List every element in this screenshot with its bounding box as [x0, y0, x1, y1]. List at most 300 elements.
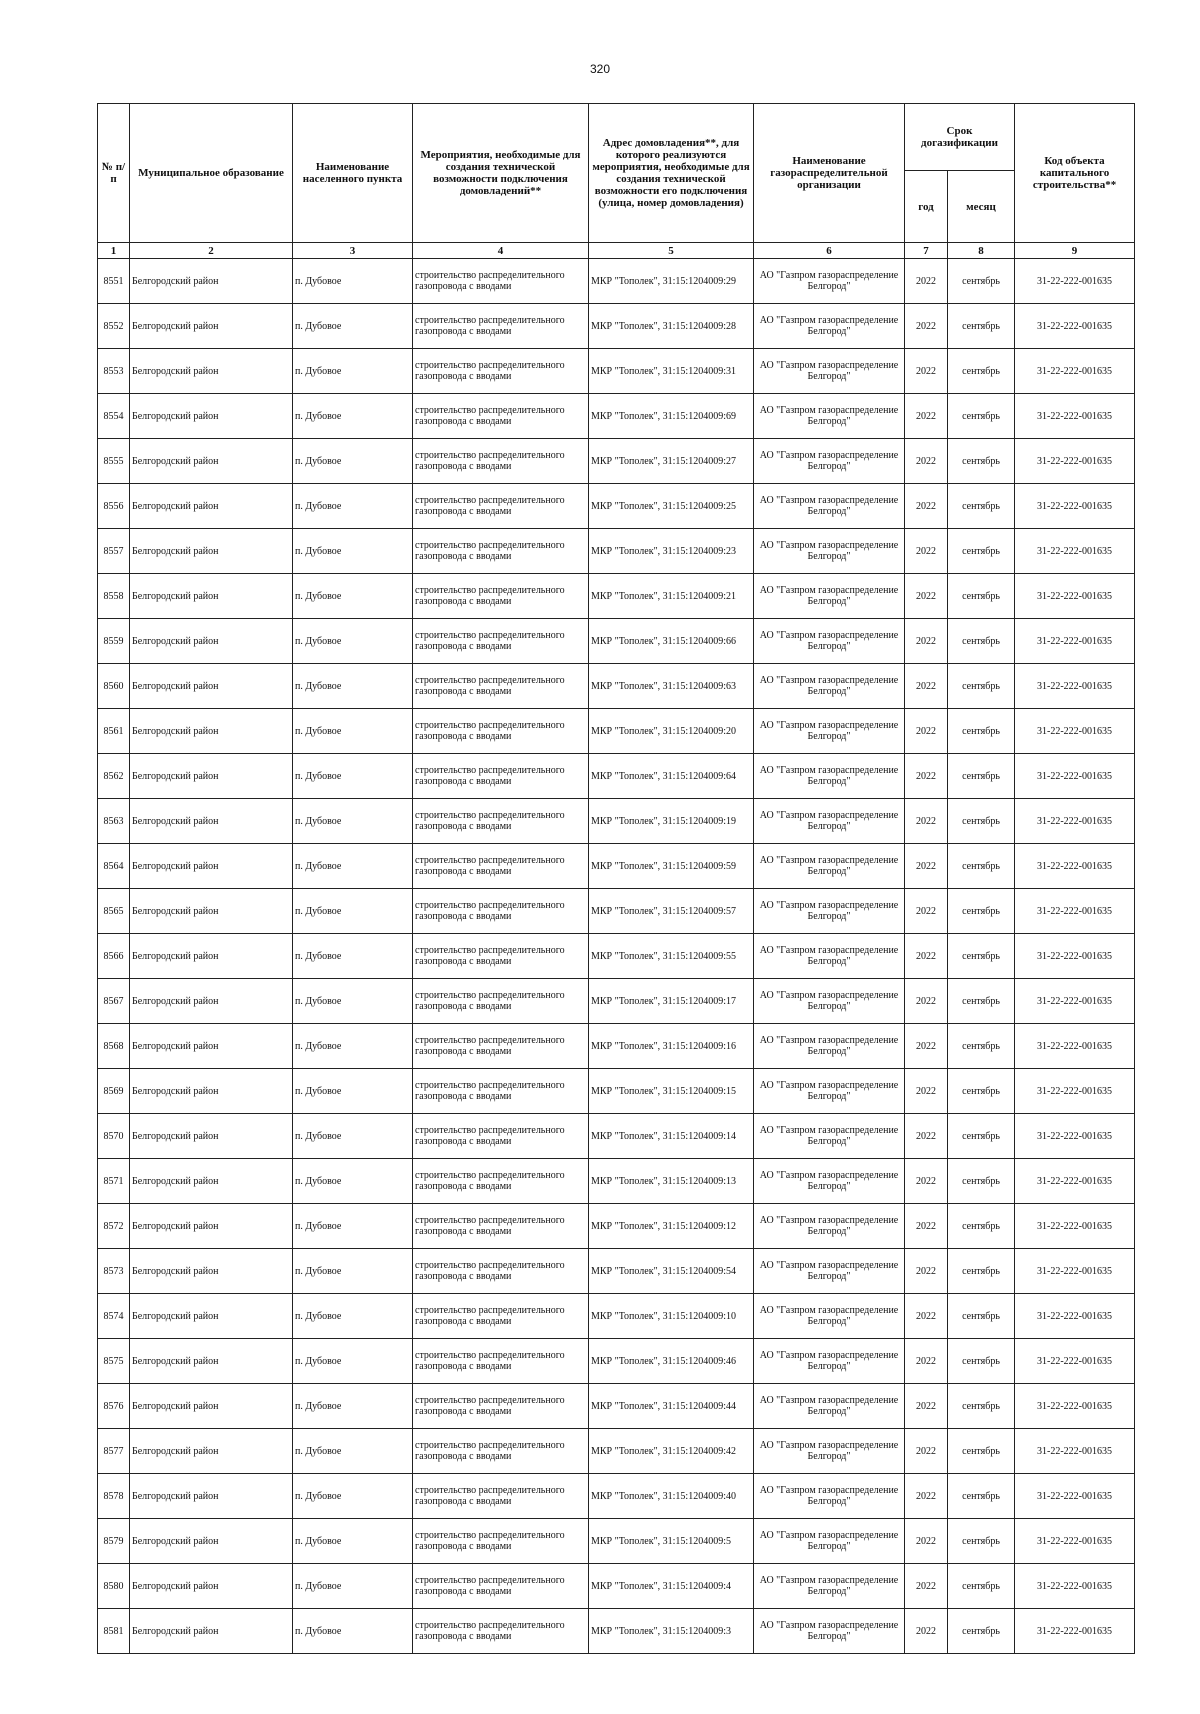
row-number: 8562 — [98, 754, 130, 799]
activity-cell: строительство распределительного газопровода с вводами — [413, 934, 589, 979]
address-cell: МКР "Тополек", 31:15:1204009:46 — [589, 1339, 754, 1384]
object-code-cell: 31-22-222-001635 — [1015, 349, 1135, 394]
municipality-cell: Белгородский район — [130, 1204, 293, 1249]
row-number: 8580 — [98, 1564, 130, 1609]
table-row — [98, 619, 1135, 664]
address-cell: МКР "Тополек", 31:15:1204009:17 — [589, 979, 754, 1024]
activity-cell: строительство распределительного газопровода с вводами — [413, 1114, 589, 1159]
table-row — [98, 1294, 1135, 1339]
activity-cell: строительство распределительного газопровода с вводами — [413, 979, 589, 1024]
year-cell: 2022 — [905, 1609, 948, 1654]
table-row — [98, 934, 1135, 979]
activity-cell: строительство распределительного газопровода с вводами — [413, 574, 589, 619]
address-cell: МКР "Тополек", 31:15:1204009:44 — [589, 1384, 754, 1429]
column-number: 5 — [589, 243, 754, 259]
object-code-cell: 31-22-222-001635 — [1015, 664, 1135, 709]
organization-cell: АО "Газпром газораспределение Белгород" — [754, 484, 905, 529]
settlement-cell: п. Дубовое — [293, 304, 413, 349]
year-cell: 2022 — [905, 844, 948, 889]
settlement-cell: п. Дубовое — [293, 754, 413, 799]
row-number: 8581 — [98, 1609, 130, 1654]
organization-cell: АО "Газпром газораспределение Белгород" — [754, 889, 905, 934]
address-cell: МКР "Тополек", 31:15:1204009:15 — [589, 1069, 754, 1114]
organization-cell: АО "Газпром газораспределение Белгород" — [754, 1474, 905, 1519]
settlement-cell: п. Дубовое — [293, 349, 413, 394]
year-cell: 2022 — [905, 439, 948, 484]
organization-cell: АО "Газпром газораспределение Белгород" — [754, 1339, 905, 1384]
row-number: 8569 — [98, 1069, 130, 1114]
table-row — [98, 709, 1135, 754]
row-number: 8567 — [98, 979, 130, 1024]
settlement-cell: п. Дубовое — [293, 934, 413, 979]
organization-cell: АО "Газпром газораспределение Белгород" — [754, 1024, 905, 1069]
object-code-cell: 31-22-222-001635 — [1015, 529, 1135, 574]
header-municipality: Муниципальное образование — [130, 104, 293, 243]
organization-cell: АО "Газпром газораспределение Белгород" — [754, 1429, 905, 1474]
organization-cell: АО "Газпром газораспределение Белгород" — [754, 1159, 905, 1204]
organization-cell: АО "Газпром газораспределение Белгород" — [754, 529, 905, 574]
table-row — [98, 1384, 1135, 1429]
month-cell: сентябрь — [948, 1429, 1015, 1474]
settlement-cell: п. Дубовое — [293, 394, 413, 439]
activity-cell: строительство распределительного газопровода с вводами — [413, 529, 589, 574]
municipality-cell: Белгородский район — [130, 1474, 293, 1519]
month-cell: сентябрь — [948, 1024, 1015, 1069]
organization-cell: АО "Газпром газораспределение Белгород" — [754, 1384, 905, 1429]
organization-cell: АО "Газпром газораспределение Белгород" — [754, 619, 905, 664]
activity-cell: строительство распределительного газопровода с вводами — [413, 619, 589, 664]
organization-cell: АО "Газпром газораспределение Белгород" — [754, 259, 905, 304]
address-cell: МКР "Тополек", 31:15:1204009:57 — [589, 889, 754, 934]
municipality-cell: Белгородский район — [130, 1069, 293, 1114]
table-row — [98, 664, 1135, 709]
month-cell: сентябрь — [948, 1114, 1015, 1159]
object-code-cell: 31-22-222-001635 — [1015, 709, 1135, 754]
object-code-cell: 31-22-222-001635 — [1015, 1564, 1135, 1609]
object-code-cell: 31-22-222-001635 — [1015, 619, 1135, 664]
column-number: 8 — [948, 243, 1015, 259]
row-number: 8576 — [98, 1384, 130, 1429]
column-number-row — [98, 243, 1135, 259]
object-code-cell: 31-22-222-001635 — [1015, 1474, 1135, 1519]
table-row — [98, 1204, 1135, 1249]
object-code-cell: 31-22-222-001635 — [1015, 394, 1135, 439]
settlement-cell: п. Дубовое — [293, 1609, 413, 1654]
year-cell: 2022 — [905, 1519, 948, 1564]
organization-cell: АО "Газпром газораспределение Белгород" — [754, 1294, 905, 1339]
row-number: 8556 — [98, 484, 130, 529]
organization-cell: АО "Газпром газораспределение Белгород" — [754, 1114, 905, 1159]
settlement-cell: п. Дубовое — [293, 1294, 413, 1339]
object-code-cell: 31-22-222-001635 — [1015, 799, 1135, 844]
settlement-cell: п. Дубовое — [293, 1204, 413, 1249]
month-cell: сентябрь — [948, 1204, 1015, 1249]
month-cell: сентябрь — [948, 664, 1015, 709]
municipality-cell: Белгородский район — [130, 754, 293, 799]
row-number: 8579 — [98, 1519, 130, 1564]
settlement-cell: п. Дубовое — [293, 1564, 413, 1609]
row-number: 8558 — [98, 574, 130, 619]
municipality-cell: Белгородский район — [130, 1429, 293, 1474]
year-cell: 2022 — [905, 1294, 948, 1339]
gasification-table — [97, 103, 1135, 1654]
municipality-cell: Белгородский район — [130, 1024, 293, 1069]
activity-cell: строительство распределительного газопровода с вводами — [413, 439, 589, 484]
address-cell: МКР "Тополек", 31:15:1204009:12 — [589, 1204, 754, 1249]
activity-cell: строительство распределительного газопровода с вводами — [413, 349, 589, 394]
organization-cell: АО "Газпром газораспределение Белгород" — [754, 979, 905, 1024]
month-cell: сентябрь — [948, 1384, 1015, 1429]
municipality-cell: Белгородский район — [130, 934, 293, 979]
object-code-cell: 31-22-222-001635 — [1015, 1294, 1135, 1339]
year-cell: 2022 — [905, 1159, 948, 1204]
month-cell: сентябрь — [948, 1069, 1015, 1114]
address-cell: МКР "Тополек", 31:15:1204009:19 — [589, 799, 754, 844]
year-cell: 2022 — [905, 1474, 948, 1519]
organization-cell: АО "Газпром газораспределение Белгород" — [754, 394, 905, 439]
settlement-cell: п. Дубовое — [293, 1249, 413, 1294]
row-number: 8568 — [98, 1024, 130, 1069]
year-cell: 2022 — [905, 1069, 948, 1114]
row-number: 8561 — [98, 709, 130, 754]
settlement-cell: п. Дубовое — [293, 979, 413, 1024]
year-cell: 2022 — [905, 1339, 948, 1384]
municipality-cell: Белгородский район — [130, 664, 293, 709]
month-cell: сентябрь — [948, 844, 1015, 889]
month-cell: сентябрь — [948, 394, 1015, 439]
year-cell: 2022 — [905, 1204, 948, 1249]
month-cell: сентябрь — [948, 754, 1015, 799]
table-row — [98, 1024, 1135, 1069]
column-number: 2 — [130, 243, 293, 259]
activity-cell: строительство распределительного газопровода с вводами — [413, 709, 589, 754]
address-cell: МКР "Тополек", 31:15:1204009:5 — [589, 1519, 754, 1564]
municipality-cell: Белгородский район — [130, 1159, 293, 1204]
organization-cell: АО "Газпром газораспределение Белгород" — [754, 844, 905, 889]
table-row — [98, 1114, 1135, 1159]
row-number: 8570 — [98, 1114, 130, 1159]
month-cell: сентябрь — [948, 1339, 1015, 1384]
header-month: месяц — [948, 171, 1015, 243]
settlement-cell: п. Дубовое — [293, 1519, 413, 1564]
column-number: 1 — [98, 243, 130, 259]
header-year: год — [905, 171, 948, 243]
organization-cell: АО "Газпром газораспределение Белгород" — [754, 1564, 905, 1609]
activity-cell: строительство распределительного газопровода с вводами — [413, 1339, 589, 1384]
organization-cell: АО "Газпром газораспределение Белгород" — [754, 664, 905, 709]
year-cell: 2022 — [905, 1024, 948, 1069]
table-row — [98, 1339, 1135, 1384]
year-cell: 2022 — [905, 1249, 948, 1294]
object-code-cell: 31-22-222-001635 — [1015, 1024, 1135, 1069]
municipality-cell: Белгородский район — [130, 1609, 293, 1654]
object-code-cell: 31-22-222-001635 — [1015, 484, 1135, 529]
object-code-cell: 31-22-222-001635 — [1015, 439, 1135, 484]
settlement-cell: п. Дубовое — [293, 1384, 413, 1429]
address-cell: МКР "Тополек", 31:15:1204009:54 — [589, 1249, 754, 1294]
address-cell: МКР "Тополек", 31:15:1204009:27 — [589, 439, 754, 484]
month-cell: сентябрь — [948, 259, 1015, 304]
table-row — [98, 1249, 1135, 1294]
header-address: Адрес домовладения**, для которого реализуются мероприятия, необходимые для создания технической возможности его подключения (улица, номер домовладения) — [589, 104, 754, 243]
settlement-cell: п. Дубовое — [293, 574, 413, 619]
settlement-cell: п. Дубовое — [293, 1474, 413, 1519]
month-cell: сентябрь — [948, 709, 1015, 754]
municipality-cell: Белгородский район — [130, 574, 293, 619]
organization-cell: АО "Газпром газораспределение Белгород" — [754, 1204, 905, 1249]
object-code-cell: 31-22-222-001635 — [1015, 1069, 1135, 1114]
address-cell: МКР "Тополек", 31:15:1204009:10 — [589, 1294, 754, 1339]
address-cell: МКР "Тополек", 31:15:1204009:13 — [589, 1159, 754, 1204]
address-cell: МКР "Тополек", 31:15:1204009:59 — [589, 844, 754, 889]
year-cell: 2022 — [905, 754, 948, 799]
table-row — [98, 1474, 1135, 1519]
row-number: 8564 — [98, 844, 130, 889]
header-deadline: Срок догазификации — [905, 104, 1015, 171]
object-code-cell: 31-22-222-001635 — [1015, 1609, 1135, 1654]
activity-cell: строительство распределительного газопровода с вводами — [413, 1024, 589, 1069]
year-cell: 2022 — [905, 979, 948, 1024]
year-cell: 2022 — [905, 619, 948, 664]
settlement-cell: п. Дубовое — [293, 529, 413, 574]
activity-cell: строительство распределительного газопровода с вводами — [413, 1564, 589, 1609]
column-number: 3 — [293, 243, 413, 259]
activity-cell: строительство распределительного газопровода с вводами — [413, 1159, 589, 1204]
month-cell: сентябрь — [948, 304, 1015, 349]
address-cell: МКР "Тополек", 31:15:1204009:14 — [589, 1114, 754, 1159]
year-cell: 2022 — [905, 1384, 948, 1429]
row-number: 8574 — [98, 1294, 130, 1339]
municipality-cell: Белгородский район — [130, 349, 293, 394]
row-number: 8565 — [98, 889, 130, 934]
month-cell: сентябрь — [948, 574, 1015, 619]
municipality-cell: Белгородский район — [130, 1249, 293, 1294]
settlement-cell: п. Дубовое — [293, 484, 413, 529]
municipality-cell: Белгородский район — [130, 304, 293, 349]
activity-cell: строительство распределительного газопровода с вводами — [413, 1249, 589, 1294]
month-cell: сентябрь — [948, 1609, 1015, 1654]
header-number: № п/п — [98, 104, 130, 243]
organization-cell: АО "Газпром газораспределение Белгород" — [754, 574, 905, 619]
year-cell: 2022 — [905, 484, 948, 529]
column-number: 7 — [905, 243, 948, 259]
table-row — [98, 799, 1135, 844]
row-number: 8555 — [98, 439, 130, 484]
address-cell: МКР "Тополек", 31:15:1204009:29 — [589, 259, 754, 304]
row-number: 8553 — [98, 349, 130, 394]
table-body — [98, 259, 1135, 1654]
header-activities: Мероприятия, необходимые для создания технической возможности подключения домовладений** — [413, 104, 589, 243]
municipality-cell: Белгородский район — [130, 1339, 293, 1384]
row-number: 8571 — [98, 1159, 130, 1204]
activity-cell: строительство распределительного газопровода с вводами — [413, 259, 589, 304]
municipality-cell: Белгородский район — [130, 1564, 293, 1609]
column-number: 4 — [413, 243, 589, 259]
address-cell: МКР "Тополек", 31:15:1204009:31 — [589, 349, 754, 394]
month-cell: сентябрь — [948, 934, 1015, 979]
organization-cell: АО "Газпром газораспределение Белгород" — [754, 349, 905, 394]
activity-cell: строительство распределительного газопровода с вводами — [413, 304, 589, 349]
year-cell: 2022 — [905, 1564, 948, 1609]
municipality-cell: Белгородский район — [130, 799, 293, 844]
municipality-cell: Белгородский район — [130, 1519, 293, 1564]
year-cell: 2022 — [905, 259, 948, 304]
activity-cell: строительство распределительного газопровода с вводами — [413, 1294, 589, 1339]
address-cell: МКР "Тополек", 31:15:1204009:21 — [589, 574, 754, 619]
settlement-cell: п. Дубовое — [293, 1429, 413, 1474]
row-number: 8552 — [98, 304, 130, 349]
month-cell: сентябрь — [948, 1159, 1015, 1204]
month-cell: сентябрь — [948, 1294, 1015, 1339]
activity-cell: строительство распределительного газопровода с вводами — [413, 1474, 589, 1519]
organization-cell: АО "Газпром газораспределение Белгород" — [754, 439, 905, 484]
municipality-cell: Белгородский район — [130, 484, 293, 529]
object-code-cell: 31-22-222-001635 — [1015, 1204, 1135, 1249]
object-code-cell: 31-22-222-001635 — [1015, 754, 1135, 799]
object-code-cell: 31-22-222-001635 — [1015, 1159, 1135, 1204]
settlement-cell: п. Дубовое — [293, 1339, 413, 1384]
month-cell: сентябрь — [948, 979, 1015, 1024]
table-row — [98, 1609, 1135, 1654]
object-code-cell: 31-22-222-001635 — [1015, 1384, 1135, 1429]
address-cell: МКР "Тополек", 31:15:1204009:16 — [589, 1024, 754, 1069]
settlement-cell: п. Дубовое — [293, 1024, 413, 1069]
address-cell: МКР "Тополек", 31:15:1204009:40 — [589, 1474, 754, 1519]
table-row — [98, 754, 1135, 799]
page-number: 320 — [589, 62, 611, 76]
settlement-cell: п. Дубовое — [293, 799, 413, 844]
row-number: 8560 — [98, 664, 130, 709]
year-cell: 2022 — [905, 709, 948, 754]
header-object-code: Код объекта капитального строительства** — [1015, 104, 1135, 243]
month-cell: сентябрь — [948, 1474, 1015, 1519]
organization-cell: АО "Газпром газораспределение Белгород" — [754, 709, 905, 754]
month-cell: сентябрь — [948, 619, 1015, 664]
month-cell: сентябрь — [948, 799, 1015, 844]
table-row — [98, 394, 1135, 439]
year-cell: 2022 — [905, 934, 948, 979]
address-cell: МКР "Тополек", 31:15:1204009:4 — [589, 1564, 754, 1609]
activity-cell: строительство распределительного газопровода с вводами — [413, 1429, 589, 1474]
table-header — [98, 104, 1135, 259]
table-row — [98, 439, 1135, 484]
organization-cell: АО "Газпром газораспределение Белгород" — [754, 934, 905, 979]
settlement-cell: п. Дубовое — [293, 664, 413, 709]
row-number: 8577 — [98, 1429, 130, 1474]
municipality-cell: Белгородский район — [130, 394, 293, 439]
municipality-cell: Белгородский район — [130, 439, 293, 484]
address-cell: МКР "Тополек", 31:15:1204009:42 — [589, 1429, 754, 1474]
row-number: 8563 — [98, 799, 130, 844]
municipality-cell: Белгородский район — [130, 619, 293, 664]
month-cell: сентябрь — [948, 1249, 1015, 1294]
municipality-cell: Белгородский район — [130, 259, 293, 304]
activity-cell: строительство распределительного газопровода с вводами — [413, 754, 589, 799]
address-cell: МКР "Тополек", 31:15:1204009:66 — [589, 619, 754, 664]
row-number: 8557 — [98, 529, 130, 574]
organization-cell: АО "Газпром газораспределение Белгород" — [754, 1519, 905, 1564]
organization-cell: АО "Газпром газораспределение Белгород" — [754, 799, 905, 844]
settlement-cell: п. Дубовое — [293, 844, 413, 889]
activity-cell: строительство распределительного газопровода с вводами — [413, 799, 589, 844]
organization-cell: АО "Газпром газораспределение Белгород" — [754, 1069, 905, 1114]
activity-cell: строительство распределительного газопровода с вводами — [413, 664, 589, 709]
settlement-cell: п. Дубовое — [293, 1114, 413, 1159]
month-cell: сентябрь — [948, 349, 1015, 394]
object-code-cell: 31-22-222-001635 — [1015, 889, 1135, 934]
municipality-cell: Белгородский район — [130, 844, 293, 889]
table-row — [98, 1429, 1135, 1474]
address-cell: МКР "Тополек", 31:15:1204009:28 — [589, 304, 754, 349]
activity-cell: строительство распределительного газопровода с вводами — [413, 1384, 589, 1429]
activity-cell: строительство распределительного газопровода с вводами — [413, 889, 589, 934]
activity-cell: строительство распределительного газопровода с вводами — [413, 1204, 589, 1249]
table-row — [98, 1159, 1135, 1204]
object-code-cell: 31-22-222-001635 — [1015, 1519, 1135, 1564]
table-row — [98, 574, 1135, 619]
year-cell: 2022 — [905, 664, 948, 709]
object-code-cell: 31-22-222-001635 — [1015, 259, 1135, 304]
table-row — [98, 529, 1135, 574]
table-row — [98, 844, 1135, 889]
settlement-cell: п. Дубовое — [293, 259, 413, 304]
object-code-cell: 31-22-222-001635 — [1015, 934, 1135, 979]
month-cell: сентябрь — [948, 439, 1015, 484]
year-cell: 2022 — [905, 799, 948, 844]
row-number: 8572 — [98, 1204, 130, 1249]
table-row — [98, 979, 1135, 1024]
settlement-cell: п. Дубовое — [293, 1069, 413, 1114]
settlement-cell: п. Дубовое — [293, 1159, 413, 1204]
table-row — [98, 1519, 1135, 1564]
municipality-cell: Белгородский район — [130, 889, 293, 934]
address-cell: МКР "Тополек", 31:15:1204009:64 — [589, 754, 754, 799]
table-row — [98, 484, 1135, 529]
table-row — [98, 304, 1135, 349]
month-cell: сентябрь — [948, 529, 1015, 574]
address-cell: МКР "Тополек", 31:15:1204009:23 — [589, 529, 754, 574]
settlement-cell: п. Дубовое — [293, 889, 413, 934]
month-cell: сентябрь — [948, 484, 1015, 529]
object-code-cell: 31-22-222-001635 — [1015, 1249, 1135, 1294]
object-code-cell: 31-22-222-001635 — [1015, 304, 1135, 349]
table-row — [98, 1564, 1135, 1609]
organization-cell: АО "Газпром газораспределение Белгород" — [754, 754, 905, 799]
object-code-cell: 31-22-222-001635 — [1015, 979, 1135, 1024]
activity-cell: строительство распределительного газопровода с вводами — [413, 844, 589, 889]
municipality-cell: Белгородский район — [130, 1384, 293, 1429]
year-cell: 2022 — [905, 304, 948, 349]
year-cell: 2022 — [905, 574, 948, 619]
row-number: 8578 — [98, 1474, 130, 1519]
organization-cell: АО "Газпром газораспределение Белгород" — [754, 1249, 905, 1294]
municipality-cell: Белгородский район — [130, 529, 293, 574]
year-cell: 2022 — [905, 1114, 948, 1159]
address-cell: МКР "Тополек", 31:15:1204009:3 — [589, 1609, 754, 1654]
row-number: 8559 — [98, 619, 130, 664]
object-code-cell: 31-22-222-001635 — [1015, 1429, 1135, 1474]
year-cell: 2022 — [905, 349, 948, 394]
header-organization: Наименование газораспределительной организации — [754, 104, 905, 243]
year-cell: 2022 — [905, 529, 948, 574]
header-settlement: Наименование населенного пункта — [293, 104, 413, 243]
row-number: 8566 — [98, 934, 130, 979]
object-code-cell: 31-22-222-001635 — [1015, 574, 1135, 619]
activity-cell: строительство распределительного газопровода с вводами — [413, 394, 589, 439]
object-code-cell: 31-22-222-001635 — [1015, 1114, 1135, 1159]
row-number: 8554 — [98, 394, 130, 439]
address-cell: МКР "Тополек", 31:15:1204009:55 — [589, 934, 754, 979]
